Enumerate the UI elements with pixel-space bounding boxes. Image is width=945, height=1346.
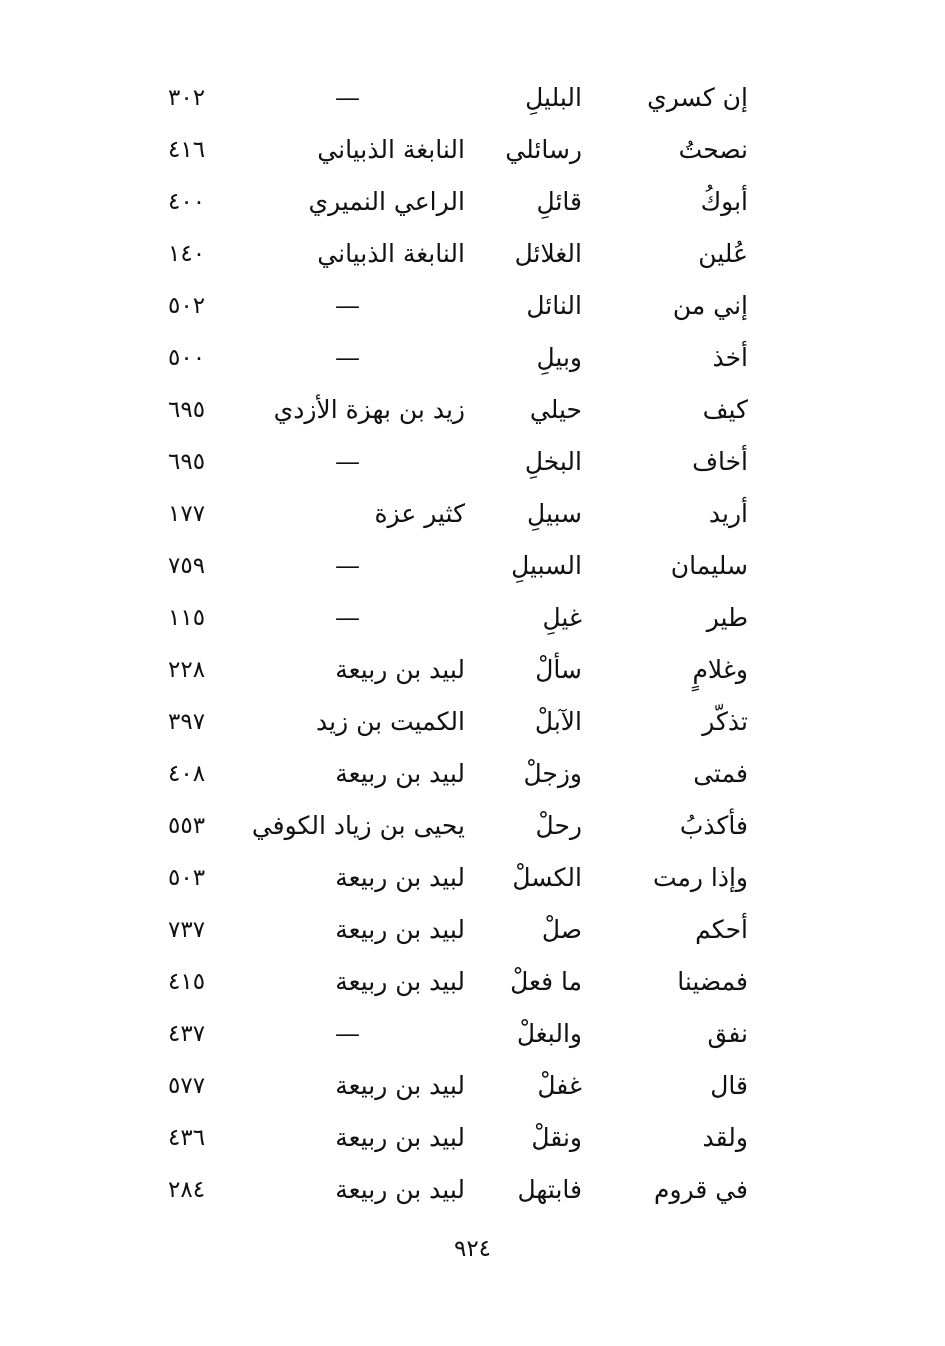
- index-row: [150, 540, 760, 592]
- verse-opening: فمضينا: [677, 967, 748, 996]
- rhyme-word: رسائلي: [505, 135, 582, 164]
- page-reference: ٥٥٣: [168, 813, 206, 839]
- index-row: [150, 1060, 760, 1112]
- rhyme-word: قائلِ: [536, 187, 582, 216]
- poet-name: النابغة الذبياني: [317, 239, 465, 268]
- index-row: [150, 1164, 760, 1216]
- rhyme-word: وزجلْ: [523, 759, 582, 788]
- page-reference: ٢٢٨: [168, 657, 206, 683]
- page-reference: ٦٩٥: [168, 397, 206, 423]
- rhyme-word: وبيلِ: [536, 343, 582, 372]
- poet-name: —: [335, 551, 360, 580]
- index-row: [150, 748, 760, 800]
- index-row: [150, 436, 760, 488]
- poet-name: لبيد بن ربيعة: [335, 863, 465, 892]
- poet-name: زيد بن بهزة الأزدي: [273, 395, 465, 424]
- rhyme-word: رحلْ: [535, 811, 582, 840]
- verse-opening: أحكم: [695, 915, 748, 944]
- index-row: [150, 280, 760, 332]
- rhyme-word: الكسلْ: [512, 863, 582, 892]
- verse-opening: نفق: [707, 1019, 748, 1048]
- verse-opening: كيف: [702, 395, 748, 424]
- poet-name: لبيد بن ربيعة: [335, 915, 465, 944]
- rhyme-word: ما فعلْ: [510, 967, 582, 996]
- index-row: [150, 176, 760, 228]
- page-reference: ٥٠٠: [168, 345, 206, 371]
- poet-name: لبيد بن ربيعة: [335, 655, 465, 684]
- rhyme-word: سألْ: [535, 655, 582, 684]
- verse-index-table: [150, 72, 760, 1216]
- page-reference: ٤٠٨: [168, 761, 206, 787]
- page-reference: ٤٣٧: [168, 1021, 206, 1047]
- rhyme-word: البليلِ: [525, 83, 582, 112]
- page-reference: ٧٣٧: [168, 917, 206, 943]
- page-reference: ٥٠٢: [168, 293, 206, 319]
- verse-opening: قال: [710, 1071, 748, 1100]
- index-row: [150, 1008, 760, 1060]
- page-reference: ٤١٥: [168, 969, 206, 995]
- index-row: [150, 592, 760, 644]
- index-row: [150, 904, 760, 956]
- poet-name: لبيد بن ربيعة: [335, 1071, 465, 1100]
- poet-name: الكميت بن زيد: [316, 707, 465, 736]
- verse-opening: أبوكُ: [700, 187, 748, 216]
- poet-name: كثير عزة: [374, 499, 465, 528]
- poet-name: لبيد بن ربيعة: [335, 1175, 465, 1204]
- rhyme-word: البخلِ: [524, 447, 582, 476]
- page-reference: ١٧٧: [168, 501, 206, 527]
- rhyme-word: سبيلِ: [527, 499, 582, 528]
- poet-name: لبيد بن ربيعة: [335, 759, 465, 788]
- rhyme-word: النائل: [526, 291, 582, 320]
- index-row: [150, 384, 760, 436]
- verse-opening: أخذ: [712, 343, 748, 372]
- verse-opening: نصحتُ: [678, 135, 748, 164]
- poet-name: —: [335, 447, 360, 476]
- page-reference: ٣٩٧: [168, 709, 206, 735]
- index-row: [150, 696, 760, 748]
- page-reference: ٥٧٧: [168, 1073, 206, 1099]
- page-reference: ١٤٠: [168, 241, 206, 267]
- verse-opening: طير: [706, 603, 748, 632]
- page-reference: ٤٠٠: [168, 189, 206, 215]
- verse-opening: وغلامٍ: [692, 655, 748, 684]
- poet-name: —: [335, 291, 360, 320]
- rhyme-word: غيلِ: [542, 603, 582, 632]
- rhyme-word: غفلْ: [537, 1071, 582, 1100]
- index-row: [150, 228, 760, 280]
- poet-name: النابغة الذبياني: [317, 135, 465, 164]
- page-number: ٩٢٤: [453, 1236, 492, 1262]
- index-row: [150, 644, 760, 696]
- page-reference: ١١٥: [168, 605, 206, 631]
- index-row: [150, 1112, 760, 1164]
- index-row: [150, 800, 760, 852]
- rhyme-word: الآبلْ: [534, 707, 582, 736]
- rhyme-word: صلْ: [541, 915, 582, 944]
- poet-name: يحيى بن زياد الكوفي: [251, 811, 465, 840]
- rhyme-word: ونقلْ: [531, 1123, 582, 1152]
- poet-name: —: [335, 343, 360, 372]
- rhyme-word: حيلي: [529, 395, 582, 424]
- verse-opening: إن كسري: [647, 83, 748, 112]
- poet-name: الراعي النميري: [308, 187, 465, 216]
- verse-opening: فأكذبُ: [679, 811, 748, 840]
- rhyme-word: الغلائل: [514, 239, 582, 268]
- poet-name: لبيد بن ربيعة: [335, 967, 465, 996]
- rhyme-word: والبغلْ: [516, 1019, 582, 1048]
- verse-opening: ولقد: [702, 1123, 748, 1152]
- poet-name: —: [335, 1019, 360, 1048]
- page-reference: ٧٥٩: [168, 553, 206, 579]
- poet-name: —: [335, 603, 360, 632]
- index-row: [150, 124, 760, 176]
- page-reference: ٥٠٣: [168, 865, 206, 891]
- verse-opening: في قروم: [653, 1175, 748, 1204]
- verse-opening: إني من: [672, 291, 748, 320]
- verse-opening: وإذا رمت: [652, 863, 748, 892]
- rhyme-word: فابتهل: [517, 1175, 582, 1204]
- verse-opening: أخاف: [692, 447, 748, 476]
- page-reference: ٢٨٤: [168, 1177, 206, 1203]
- verse-opening: تذكّر: [702, 707, 748, 736]
- index-row: [150, 488, 760, 540]
- page-reference: ٣٠٢: [168, 85, 206, 111]
- page-reference: ٤١٦: [168, 137, 206, 163]
- index-row: [150, 956, 760, 1008]
- page-reference: ٦٩٥: [168, 449, 206, 475]
- index-row: [150, 72, 760, 124]
- index-row: [150, 332, 760, 384]
- poet-name: —: [335, 83, 360, 112]
- page-reference: ٤٣٦: [168, 1125, 206, 1151]
- poet-name: لبيد بن ربيعة: [335, 1123, 465, 1152]
- verse-opening: عُلين: [698, 239, 748, 268]
- verse-opening: أريد: [708, 499, 748, 528]
- index-row: [150, 852, 760, 904]
- verse-opening: فمتى: [693, 759, 748, 788]
- rhyme-word: السبيلِ: [511, 551, 582, 580]
- verse-opening: سليمان: [670, 551, 748, 580]
